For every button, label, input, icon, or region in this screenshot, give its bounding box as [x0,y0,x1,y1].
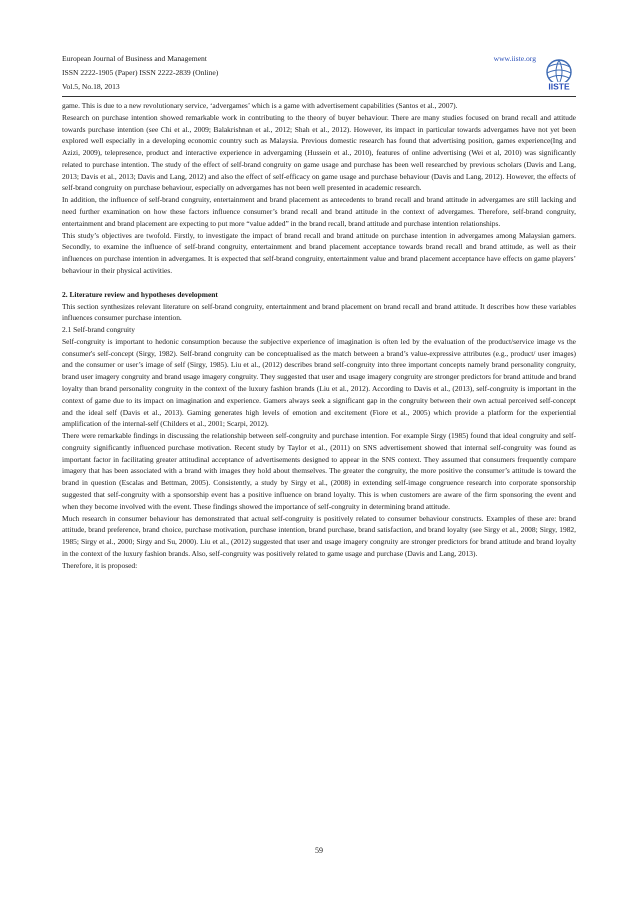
paragraph: Much research in consumer behaviour has demonstrated that actual self-congruity is positively related to consumer behaviour constructs. Examples of these are: brand attitude, brand preference, brand choice, purchase motivation, purchase intention, brand purchase, brand satisfaction, and brand loyalty (see Sirgy et al., 2008; Sirgy, 1982, 1985; Sirgy et al., 2000; Sirgy and Su, 2000). Liu et al., (2012) suggested that user and usage imagery congruity are stronger predictors for brand attitude and brand loyalty in the context of the luxury fashion brands. Also, self-congruity was positively related to game usage and purchase (Davis and Lang, 2013). [62,513,576,558]
iiste-logo-icon [542,58,576,92]
page-number: 59 [315,846,323,855]
volume-info: Vol.5, No.18, 2013 [62,82,120,92]
issn: ISSN 2222-1905 (Paper) ISSN 2222-2839 (Online) [62,68,219,78]
website-link[interactable]: www.iiste.org [493,54,536,63]
paragraph: In addition, the influence of self-brand congruity, entertainment and brand placement as antecedents to brand recall and brand attitude in advergames are still lacking and need further examination on how these factors influence consumer’s brand recall and brand attitude in the context of advergames. Therefore, self-brand congruity, entertainment and brand placement are expecting to put more “value added” in the brand recall, brand attitude and purchase intention relationships. [62,195,576,228]
paragraph: Research on purchase intention showed remarkable work in contributing to the theory of buyer behaviour. There are many studies focused on brand recall and attitude towards purchase intention (see Chi et al., 2009; Balakrishnan et al., 2012; Shah et al., 2012). However, its impact in particular towards advergames have not yet been explored well especially in a developing economic country such as Malaysia. Previous domestic research has found that advertising position, games experience(Ing and Azizi, 2009), telepresence, product and interactive experience in advergaming (Hussein et al., 2010), features of online advertising (Wei et al, 2010) was significantly related to purchase intention. The study of the effect of self-brand congruity on game usage and purchase has been well researched by previous scholars (Davis and Lang, 2013; Davis et al., 2013; Davis and Lang, 2012) and also the effect of self-efficacy on game usage and purchase behaviour (Davis and Lang, 2012). However, the effects of self-brand congruity on purchase behaviour, especially on advergames has not been well presented in academic research. [62,112,576,193]
paragraph: There were remarkable findings in discussing the relationship between self-congruity and purchase intention. For example Sirgy (1985) found that ideal congruity and self-congruity significantly influenced purchase motivation. Recent study by Taylor et al., (2011) on SNS advertisement showed that internal self-congruity was found as important factor in facilitating greater attitudinal acceptance of advertisements designed to appear in the SNS context. They assumed that consumers frequently compare imagery that has been associated with a brand with images they hold about themselves. The greater the congruity, the more positive the consumer’s attitude is toward the brand in question (Escalas and Bettman, 2005). Consistently, a study by Sirgy et al., (2008) in extending self-image congruence research into corporate sponsorship suggested that self-congruity with a sponsorship event has a positive influence on brand loyalty. This is when customers are aware of the firm sponsoring the event and when they become involved with the event. These findings showed the importance of self-congruity in determining brand attitude. [62,431,576,511]
logo-text: IISTE [548,81,570,92]
running-header [62,52,576,95]
article-body [62,100,576,571]
journal-name: European Journal of Business and Management [62,54,207,63]
paragraph: Self-congruity is important to hedonic consumption because the subjective experience of imagination is often led by the evaluation of the product/service image vs the consumer's self-concept (Sirgy, 1982). Self-brand congruity can be conceptualised as the match between a brand’s value-expressive attributes (e.g., product/ user images) and the consumer or user’s image of self (Sirgy, 1985). Liu et al., (2012) describes brand self-congruity into three important concepts namely brand personality congruity, brand user imagery congruity and brand usage imagery congruity. They suggested that user and usage imagery congruity are stronger predictors for brand attitude and brand loyalty than brand personality congruity in the context of the luxury fashion brands (Liu et al., 2012). According to Davis et al., (2013), self-congruity is important in the context of game due to its impact on imagination and experience. Gamers always seek a significant gap in the congruity between their own actual perceived self-concept and the ideal self (Davis et al., 2013). Gaming generates high levels of emotion and excitement (Fiore et al., 2005) which provide a platform for the experiential amplification of the internal-self (Childers et al., 2001; Scarpi, 2012). [62,336,576,429]
paragraph: game. This is due to a new revolutionary service, ‘advergames’ which is a game with advertisement capabilities (Santos et al., 2007). [62,101,458,110]
header-rule [62,96,576,97]
paragraph: This section synthesizes relevant literature on self-brand congruity, entertainment and brand placement on brand recall and brand attitude. It describes how these variables influences consumer purchase intention. [62,301,576,323]
section-heading: 2. Literature review and hypotheses development [62,289,218,299]
subsection-heading: 2.1 Self-brand congruity [62,325,135,335]
paragraph: Therefore, it is proposed: [62,560,138,570]
paragraph: This study’s objectives are twofold. Firstly, to investigate the impact of brand recall and brand attitude on purchase intention in advergames among Malaysian gamers. Secondly, to examine the influence of self-brand congruity, entertainment and brand placement acceptance towards brand recall and brand attitude, as well as their influences on purchase intention in advergames. It is expected that self-brand congruity, entertainment value and brand placement acceptance have effects on game players’ behaviour in their physical activities. [62,230,576,275]
